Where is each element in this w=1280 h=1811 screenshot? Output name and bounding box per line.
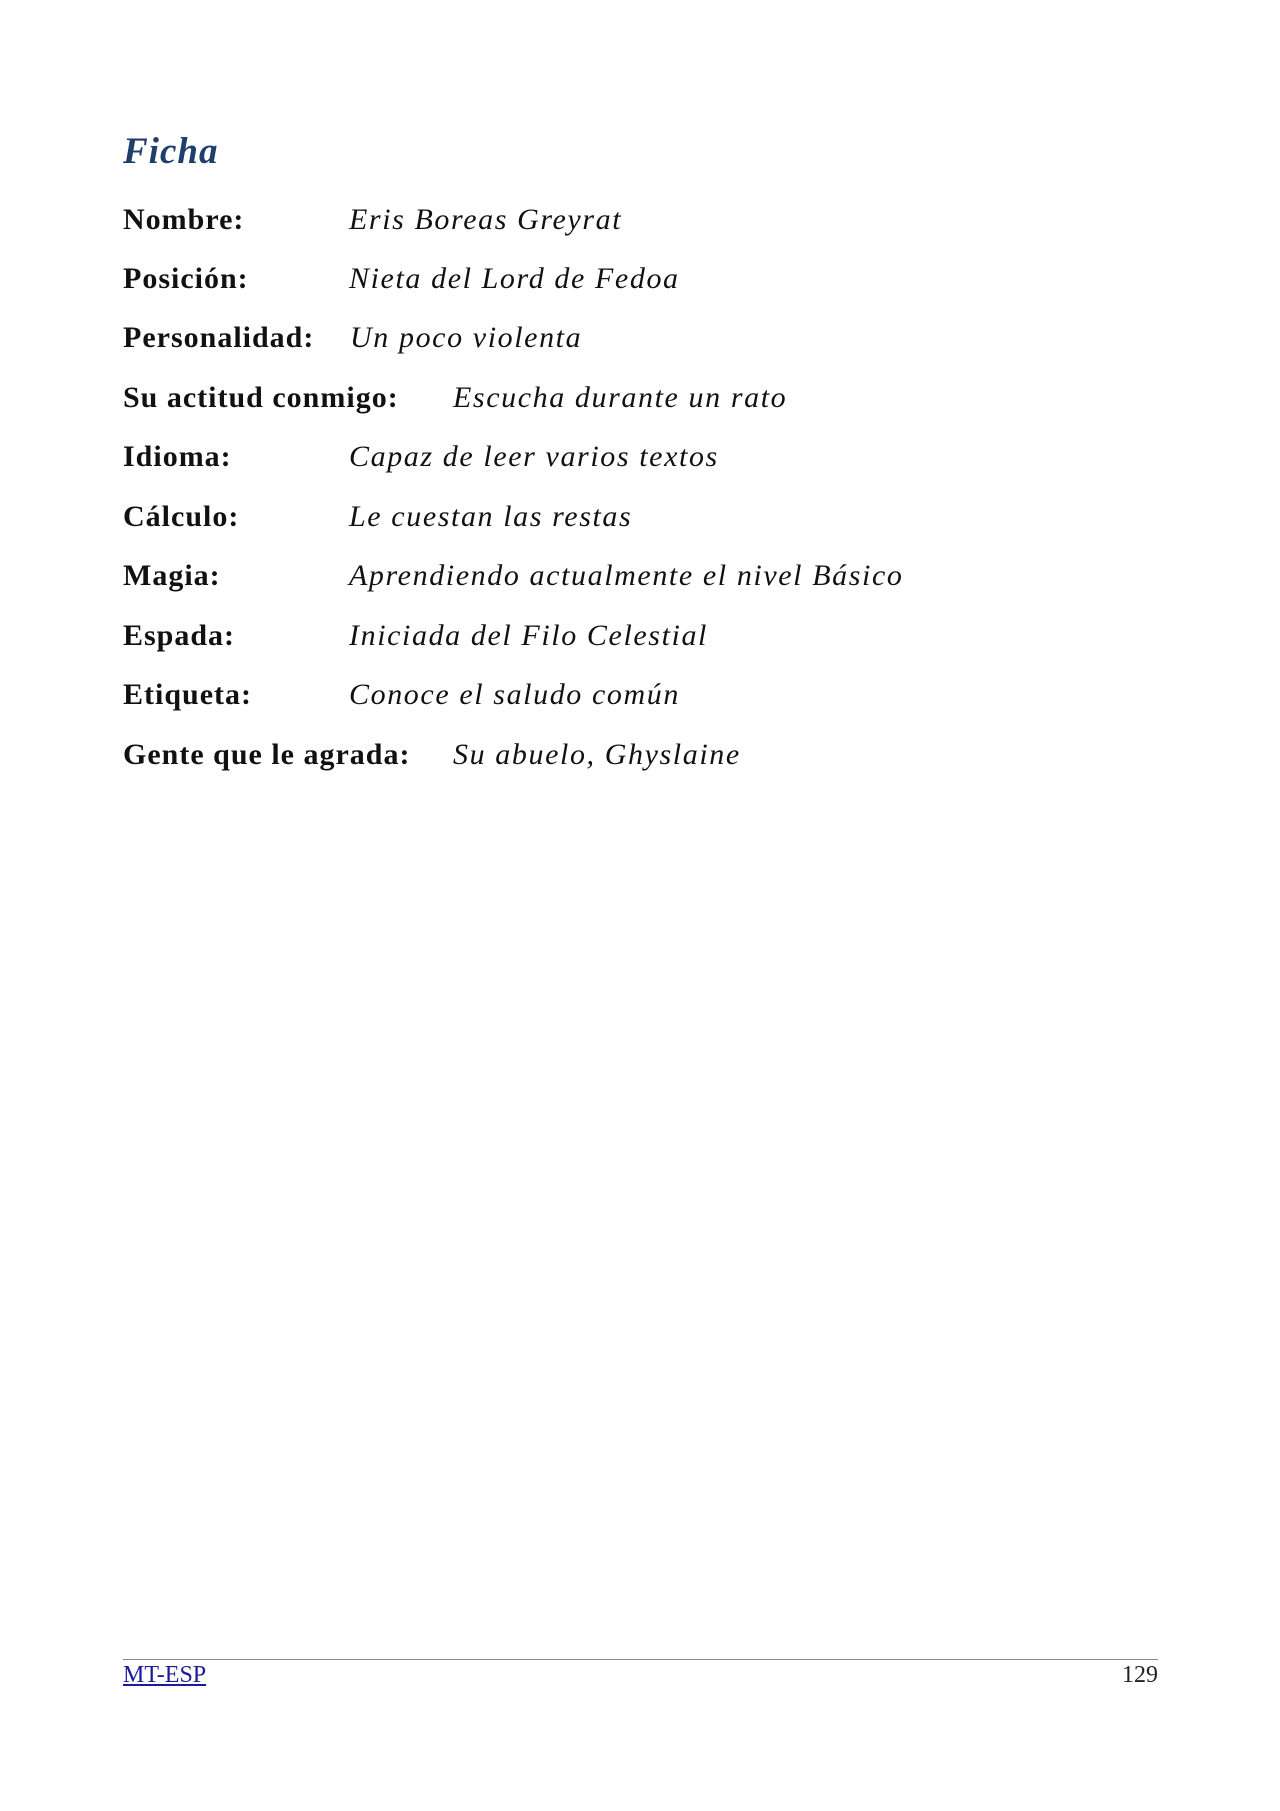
field-label: Idioma: (123, 440, 232, 473)
field-label: Etiqueta: (123, 678, 252, 711)
field-label: Su actitud conmigo: (123, 381, 399, 414)
field-label: Nombre: (123, 203, 245, 236)
field-value: Aprendiendo actualmente el nivel Básico (349, 559, 904, 592)
page-title: Ficha (123, 131, 219, 172)
field-label: Posición: (123, 262, 249, 295)
field-value: Escucha durante un rato (453, 381, 788, 414)
footer-divider (123, 1659, 1158, 1660)
field-label: Gente que le agrada: (123, 738, 411, 771)
field-label: Cálculo: (123, 500, 240, 533)
field-value: Nieta del Lord de Fedoa (349, 262, 680, 295)
field-label: Espada: (123, 619, 236, 652)
field-value: Iniciada del Filo Celestial (349, 619, 708, 652)
field-value: Capaz de leer varios textos (349, 440, 719, 473)
field-value: Un poco violenta (350, 321, 583, 354)
footer-link[interactable]: MT-ESP (123, 1662, 207, 1688)
page-number: 129 (1122, 1662, 1158, 1688)
field-label: Personalidad: (123, 321, 315, 354)
field-label: Magia: (123, 559, 221, 592)
field-value: Conoce el saludo común (349, 678, 680, 711)
field-value: Le cuestan las restas (349, 500, 633, 533)
field-value: Su abuelo, Ghyslaine (453, 738, 741, 771)
field-value: Eris Boreas Greyrat (349, 203, 623, 236)
